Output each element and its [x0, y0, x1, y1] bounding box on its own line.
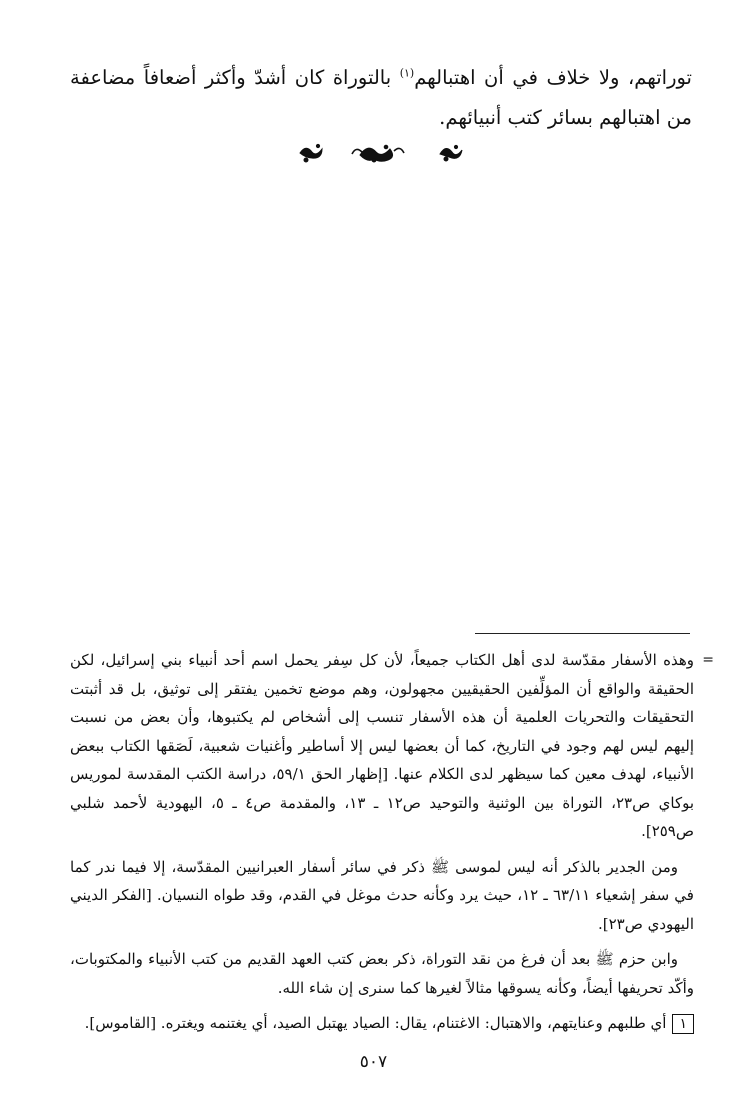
- footnote-1-text: أي طلبهم وعنايتهم، والاهتبال: الاغتنام، يقال: الصياد يهتبل الصيد، أي يغتنمه ويغتره. [القاموس].: [84, 1014, 667, 1032]
- floral-divider-svg: [290, 140, 470, 168]
- footnote-paragraph-3-wrap: [70, 945, 694, 1002]
- footnote-number-box: ١: [672, 1014, 694, 1034]
- page-number: ٥٠٧: [359, 1052, 388, 1072]
- footnote-paragraph-3: وابن حزم ﷺ بعد أن فرغ من نقد التوراة، ذكر بعض كتب العهد القديم من كتب الأنبياء والمكتوبات، وأكّد تحريفها أيضاً، وكأنه يسوقها مثالاً لغيرها كما سنرى إن شاء الله.: [70, 950, 694, 997]
- floral-divider-icon: [290, 140, 470, 168]
- main-paragraph: [70, 58, 692, 138]
- footnote-paragraph-1: وهذه الأسفار مقدّسة لدى أهل الكتاب جميعاً، لأن كل سِفر يحمل اسم أحد أنبياء بني إسرائيل، لكن الحقيقة والواقع أن المؤلِّفين الحقيقيين مجهولون، وهم موضع تخمين يفتقر إلى توثيق، بل قد أثبتت التحقيقات والتحريات العلمية أن هذه الأسفار تنسب إلى أشخاص لم يكتبوها، وأن بعض من نسبت إليهم ليس لهم وجود في التاريخ، كما أن بعضها ليس إلا أساطير وأغنيات شعبية، لَصَقها الكتاب ببعض الأنبياء، لهدف معين كما سيظهر لدى الكلام عنها. [إظهار الحق ٥٩/١، دراسة الكتب المقدسة لموريس بوكاي ص٢٣، التوراة بين الوثنية والتوحيد ص١٢ ـ ١٣، والمقدمة ص٤ ـ ٥، اليهودية لأحمد شلبي ص٢٥٩].: [70, 651, 695, 840]
- footnote-paragraph-2: ومن الجدير بالذكر أنه ليس لموسى ﷺ ذكر في سائر أسفار العبرانيين المقدّسة، إلا فيما ندر كما في سفر إشعياء ٦٣/١١ ـ ١٢، حيث يرد وكأنه حدث موغل في القدم، وقد طواه النسيان. [الفكر الديني اليهودي ص٢٣].: [70, 857, 694, 933]
- footnote-1-wrap: [70, 1009, 694, 1038]
- footnote-divider: [475, 633, 690, 634]
- footnote-reference: (١): [399, 66, 415, 80]
- footnote-continuation-paragraph: [70, 646, 714, 846]
- footnote-paragraph-2-wrap: [70, 853, 694, 939]
- continuation-mark: =: [702, 652, 714, 668]
- main-text-part2: بالتوراة كان أشدّ وأكثر أضعافاً مضاعفة من اهتبالهم بسائر كتب أنبيائهم.: [70, 66, 692, 129]
- main-text-part1: توراتهم، ولا خلاف في أن اهتبالهم: [414, 66, 692, 89]
- footnotes-section: [70, 646, 714, 1045]
